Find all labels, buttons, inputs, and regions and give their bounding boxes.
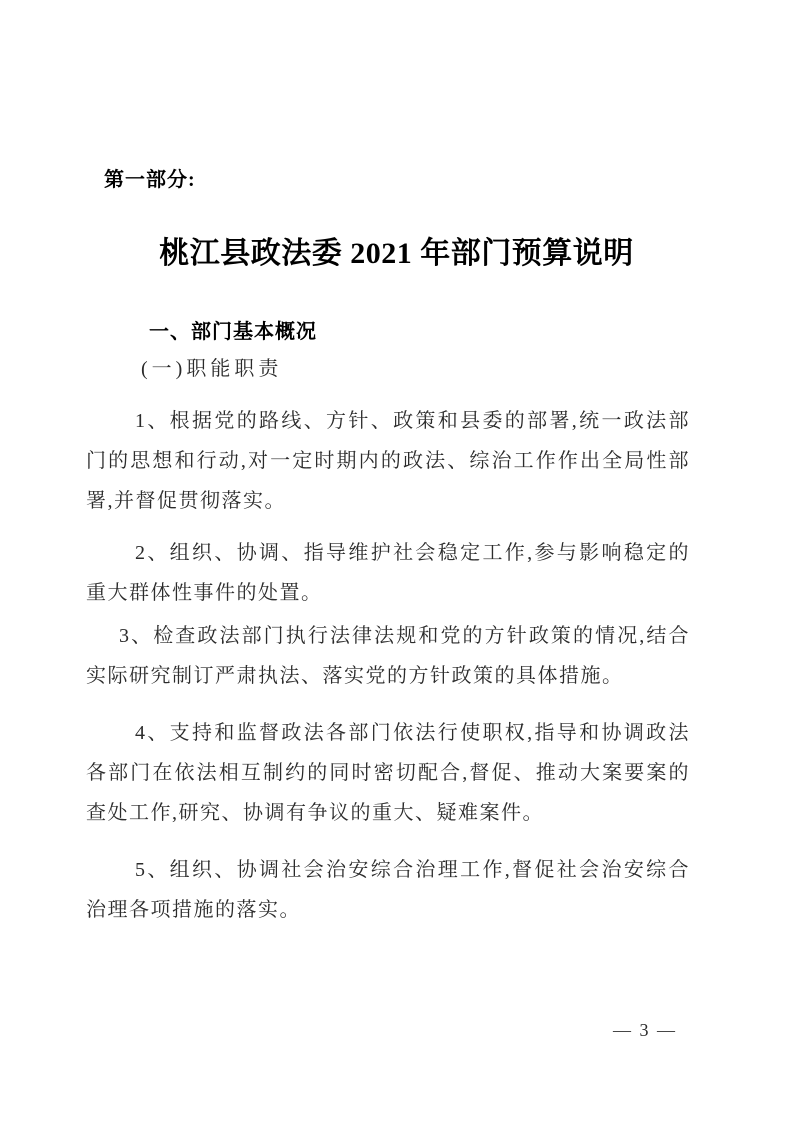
- text-line: 2、组织、协调、指导维护社会稳定工作,参与影响稳定的: [135, 542, 690, 564]
- text-line: 查处工作,研究、协调有争议的重大、疑难案件。: [86, 802, 544, 824]
- text-line: 3、检查政法部门执行法律法规和党的方针政策的情况,结合: [119, 625, 690, 647]
- subsection-heading: (一)职能职责: [141, 358, 283, 380]
- text-line: 各部门在依法相互制约的同时密切配合,督促、推动大案要案的: [86, 762, 690, 784]
- text-line: 4、支持和监督政法各部门依法行使职权,指导和协调政法: [135, 722, 690, 744]
- paragraph-3: [86, 616, 690, 696]
- paragraph-1: [86, 401, 690, 521]
- paragraph-4: [86, 713, 690, 833]
- text-line: 1、根据党的路线、方针、政策和县委的部署,统一政法部: [135, 410, 690, 432]
- text-line: 署,并督促贯彻落实。: [86, 490, 286, 512]
- paragraph-2: [86, 533, 690, 613]
- text-line: 5、组织、协调社会治安综合治理工作,督促社会治安综合: [135, 859, 690, 881]
- paragraph-5: [86, 850, 690, 930]
- text-line: 治理各项措施的落实。: [86, 899, 301, 921]
- document-title: 桃江县政法委 2021 年部门预算说明: [159, 237, 634, 270]
- text-line: 重大群体性事件的处置。: [86, 582, 323, 604]
- page-number: — 3 —: [613, 1020, 677, 1040]
- part-label: 第一部分:: [104, 169, 196, 191]
- section-heading: 一、部门基本概况: [149, 321, 317, 343]
- text-line: 门的思想和行动,对一定时期内的政法、综治工作作出全局性部: [86, 450, 690, 472]
- text-line: 实际研究制订严肃执法、落实党的方针政策的具体措施。: [86, 665, 624, 687]
